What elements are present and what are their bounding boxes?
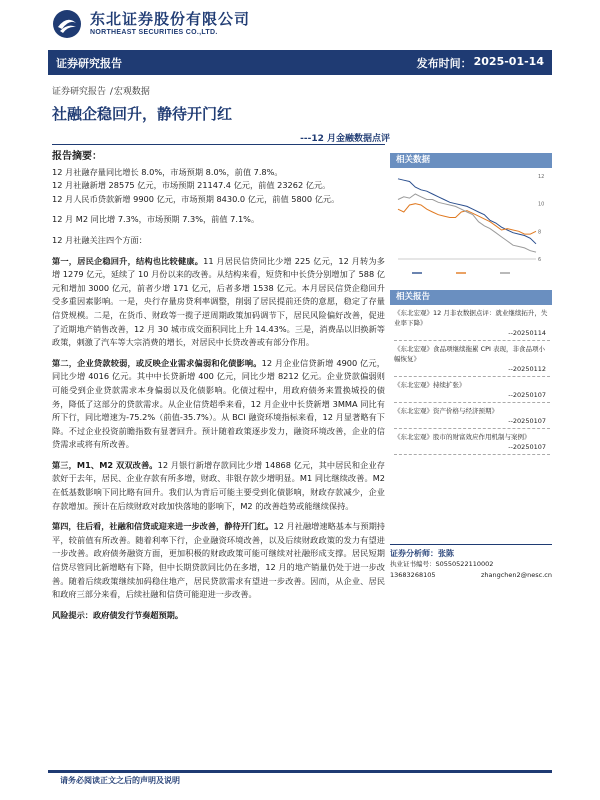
point-lead: 第一，居民企稳回升，结构也比较健康。 xyxy=(52,255,204,266)
analyst-contact xyxy=(390,570,552,581)
report-item-date: --20250107 xyxy=(508,443,546,451)
company-name-en: NORTHEAST SECURITIES CO.,LTD. xyxy=(90,28,218,36)
company-name-cn: 东北证券股份有限公司 xyxy=(90,9,251,28)
footer-disclaimer: 请务必阅读正文之后的声明及说明 xyxy=(60,776,180,785)
point-body: 12 月社融增速略基本与预期持平，较前值有所改善。随着利率下行，企业融资环境改善，以及后续财政政策的发力有望进一步改善。政府债务融资方面，更加积极的财政政策可能可继续对社融形成支撑。居民短期信贷尽管同比新增略有下降，但中长期贷款同比仍在多增，12 月的地产销量仍处于进一步改善。随着后续政策继续加码稳住地产，居民贷款需求有望进一步改善。因而，从企业、居民和政府三部分来看，后续社融和信贷可能迎进一步改善。 xyxy=(52,521,385,600)
summary-point-4 xyxy=(52,520,385,602)
report-item-title: 《东北宏观》持续扩张》 xyxy=(394,381,466,389)
company-logo xyxy=(52,6,250,42)
report-item-date: --20250107 xyxy=(508,391,546,399)
publish-date-value: 2025-01-14 xyxy=(473,54,544,68)
summary-line: 12 月社融新增 28575 亿元，市场预期 21147.4 亿元，前值 23262 亿元。 xyxy=(52,180,331,191)
footer-divider xyxy=(48,770,552,773)
risk-label: 风险提示： xyxy=(52,609,93,620)
summary-point-2 xyxy=(52,357,385,452)
y-tick-label: 10 xyxy=(538,201,545,208)
report-item-date: --20250107 xyxy=(508,417,546,425)
summary-heading: 报告摘要： xyxy=(52,151,102,162)
spacer xyxy=(52,513,385,520)
breadcrumb-separator: / xyxy=(107,87,113,97)
risk-warning xyxy=(52,609,385,623)
report-item[interactable] xyxy=(390,305,552,341)
related-reports-panel xyxy=(390,290,552,455)
spacer xyxy=(52,602,385,609)
summary-line: 12 月社融存量同比增长 8.0%，市场预期 8.0%，前值 7.8%。 xyxy=(52,166,283,177)
breadcrumb xyxy=(52,84,150,97)
summary-point-3 xyxy=(52,459,385,513)
report-item-title: 《东北宏观》12 月非农数据点评：就业继续拓升，失业率下降》 xyxy=(394,309,548,327)
report-item-title: 《东北宏观》股市的财富效应作用机制与案例》 xyxy=(394,433,531,441)
analyst-email[interactable]: zhangchen2@nesc.cn xyxy=(480,571,552,579)
publish-date xyxy=(417,55,544,71)
y-tick-label: 12 xyxy=(538,174,545,180)
title-divider xyxy=(52,144,385,145)
related-reports-title: 相关报告 xyxy=(390,290,552,305)
company-logo-icon xyxy=(52,9,82,39)
divider xyxy=(394,454,550,455)
spacer xyxy=(52,452,385,459)
series-line-1 xyxy=(398,179,536,244)
report-item[interactable] xyxy=(390,403,552,429)
y-tick-label: 6 xyxy=(538,257,542,263)
report-item[interactable] xyxy=(390,429,552,455)
y-tick-label: 8 xyxy=(538,229,542,236)
page-title: 社融企稳回升，静待开门红 xyxy=(52,105,233,123)
report-banner xyxy=(48,50,552,75)
related-data-title: 相关数据 xyxy=(390,153,552,168)
analyst-phone: 13683268105 xyxy=(390,571,436,579)
point-body: 12 月企业信贷新增 4900 亿元，同比少增 4016 亿元。其中中长贷新增 400 亿元，同比少增 8212 亿元。企业贷款偏弱则可能受到企业贷款需求本身偏弱以及化债影响。化债过程中，用政府债务来置换城投的债务，降低了这部分的贷款需求。从企业信贷超季来看，12 月企业中长贷新增 3MMA 同比有所下行，同比增速为-75.2%（前值-35.7%）。从 BCI 融资环境指标来看，12 月显著略有下降。不过企业投资前瞻指数有显著回升。预计随着政策逐步发力，融资环境改善，企业的信贷需求或将有所改善。 xyxy=(52,357,385,450)
report-list xyxy=(390,305,552,455)
report-item-date: --20250114 xyxy=(508,329,546,337)
analyst-info xyxy=(390,544,552,581)
report-type: 证券研究报告 xyxy=(56,56,122,70)
risk-body: 政府债发行节奏超预期。 xyxy=(92,609,184,620)
page-subtitle: ---12 月金融数据点评 xyxy=(300,134,390,144)
report-item[interactable] xyxy=(390,377,552,403)
report-item-title: 《东北宏观》食品项继续拖累 CPI 表现，非食品项小幅恢复》 xyxy=(394,345,546,363)
spacer xyxy=(52,227,385,234)
spacer xyxy=(52,350,385,357)
spacer xyxy=(52,248,385,255)
report-item[interactable] xyxy=(390,341,552,377)
line-chart xyxy=(390,168,552,281)
analyst-cert: 执业证书编号：S0550522110002 xyxy=(390,560,494,568)
report-summary xyxy=(52,150,385,622)
related-data-panel xyxy=(390,153,552,281)
point-lead: 第二，企业贷款较弱，或反映企业需求偏弱和化债影响。 xyxy=(52,357,262,368)
summary-line: 12 月 M2 同比增 7.3%，市场预期 7.3%，前值 7.1%。 xyxy=(52,214,260,225)
breadcrumb-part1: 证券研究报告 xyxy=(52,87,107,97)
report-item-title: 《东北宏观》资产价格与经济预期》 xyxy=(394,407,498,415)
point-lead: 第三，M1、M2 双双改善。 xyxy=(52,459,158,470)
publish-date-label: 发布时间： xyxy=(416,56,472,70)
summary-line: 12 月人民币贷款新增 9900 亿元，市场预期 8430.0 亿元，前值 5800 亿元。 xyxy=(52,193,340,204)
report-item-date: --20250112 xyxy=(508,365,546,373)
point-body: 11 月居民信贷同比少增 225 亿元，12 月转为多增 1279 亿元，延续了 10 月份以来的改善。从结构来看，短贷和中长贷分别增加了 588 亿元和增加 3000 亿元，前者少增 171 亿元，后者多增 1538 亿元。本月居民信贷企稳回升受多重因素影响。一是，央行存量房贷利率调整，削弱了居民提前还贷的意愿，稳定了存量信贷规模。二是，在货币、财政等一揽子逆周期政策加码调节下，居民风险偏好改善，促进了近期地产销售改善，12 月 30 城市成交面积同比上升 14.43%。三是，消费品以旧换新等政策，刺激了汽车等大宗消费的增长，对居民中长贷改善或有部分作用。 xyxy=(52,255,385,348)
analyst-name: 证券分析师：张陈 xyxy=(390,544,552,559)
breadcrumb-part2: 宏观数据 xyxy=(113,87,150,97)
spacer xyxy=(52,206,385,213)
summary-point-1 xyxy=(52,255,385,350)
series-line-3 xyxy=(398,194,536,252)
summary-intro: 12 月社融关注四个方面： xyxy=(52,234,147,245)
series-line-2 xyxy=(398,204,536,234)
point-body: 12 月银行新增存款同比少增 14868 亿元，其中居民和企业存款好于去年，居民、企业存款有所多增，财政、非银存款少增明显。M1 同比继续改善。M2 在低基数影响下同比略有回升。我们认为背后可能主要受到化债影响，财政存款减少，企业存款增加。预计在后续财政对政加快落地的影响下，M2 的改善趋势或能继续保持。 xyxy=(52,459,385,511)
point-lead: 第四，往后看，社融和信贷或迎来进一步改善，静待开门红。 xyxy=(52,521,274,532)
